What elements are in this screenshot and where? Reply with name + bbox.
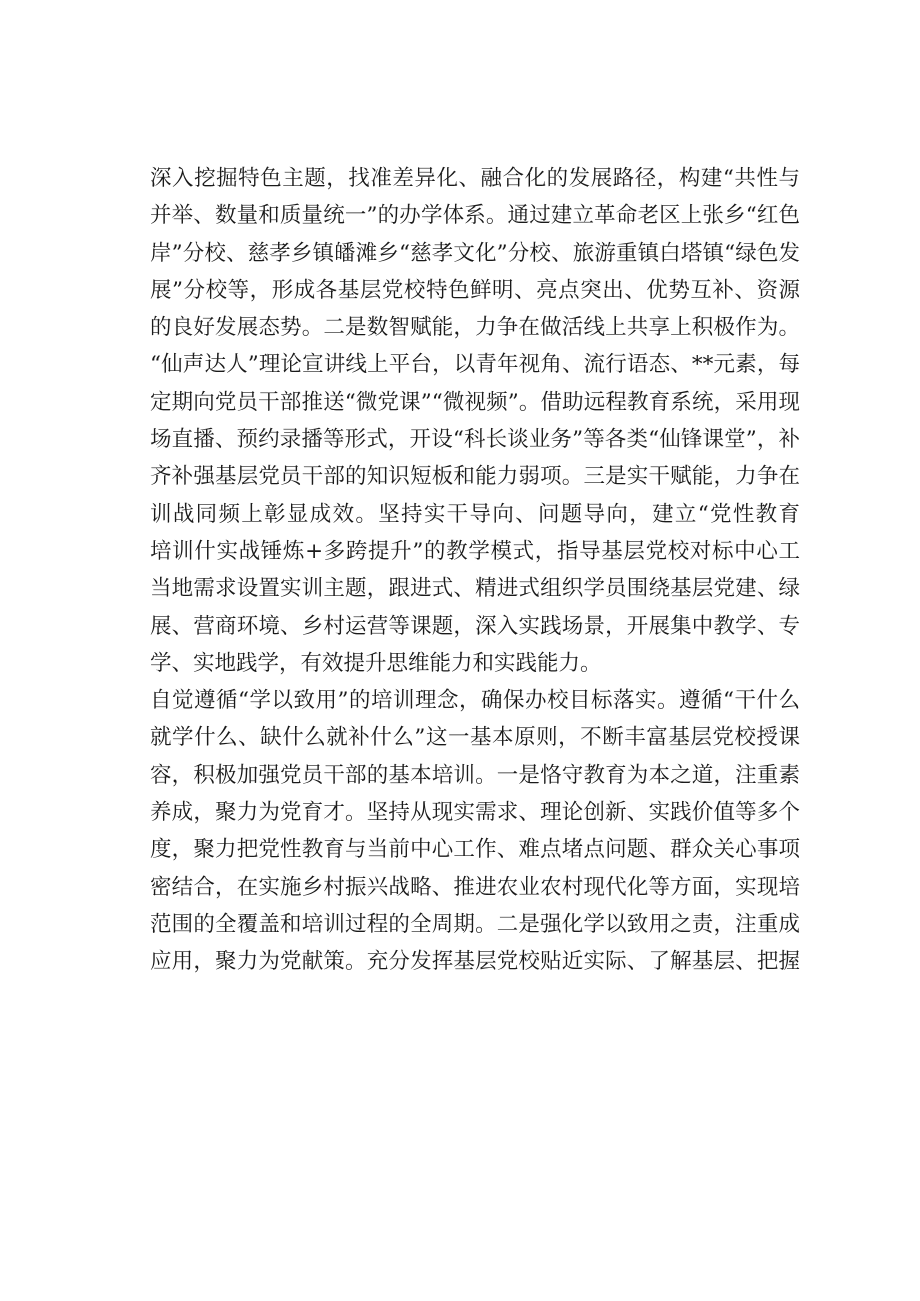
- text-line: 岸”分校、慈孝乡镇皤滩乡“慈孝文化”分校、旅游重镇白塔镇“绿色发: [150, 240, 800, 266]
- text-line: 培训什实战锤炼+多跨提升”的教学模式，指导基层党校对标中心工: [150, 538, 800, 564]
- text-line: 应用，聚力为党献策。充分发挥基层党校贴近实际、了解基层、把握: [150, 949, 800, 975]
- text-line: 深入挖掘特色主题，找准差异化、融合化的发展路径，构建“共性与: [150, 166, 800, 191]
- body-text: [150, 160, 800, 981]
- text-line: 场直播、预约录播等形式，开设“科长谈业务”等各类“仙锋课堂”，补: [150, 427, 800, 453]
- text-line: 训战同频上彰显成效。坚持实干导向、问题导向，建立“党性教育: [150, 501, 800, 527]
- text-line: 容，积极加强党员干部的基本培训。一是恪守教育为本之道，注重素: [150, 762, 800, 788]
- text-line: 展”分校等，形成各基层党校特色鲜明、亮点突出、优势互补、资源: [150, 277, 800, 303]
- text-line: 度，聚力把党性教育与当前中心工作、难点堵点问题、群众关心事项: [150, 837, 800, 863]
- text-line: “仙声达人”理论宣讲线上平台，以青年视角、流行语态、**元素，每: [150, 352, 800, 378]
- text-line: 养成，聚力为党育才。坚持从现实需求、理论创新、实践价值等多个: [150, 800, 800, 826]
- text-line: 展、营商环境、乡村运营等课题，深入实践场景，开展集中教学、专: [150, 613, 800, 639]
- text-line: 范围的全覆盖和培训过程的全周期。二是强化学以致用之责，注重成: [150, 911, 800, 937]
- text-line: 学、实地践学，有效提升思维能力和实践能力。: [150, 650, 602, 676]
- text-line: 自觉遵循“学以致用”的培训理念，确保办校目标落实。遵循“干什么: [150, 688, 800, 714]
- paragraph: [150, 160, 800, 682]
- text-line: 密结合，在实施乡村振兴战略、推进农业农村现代化等方面，实现培: [150, 874, 800, 900]
- text-line: 定期向党员干部推送“微党课”“微视频”。借助远程教育系统，采用现: [150, 389, 800, 415]
- text-line: 就学什么、缺什么就补什么”这一基本原则，不断丰富基层党校授课: [150, 725, 800, 751]
- text-line: 当地需求设置实训主题，跟进式、精进式组织学员围绕基层党建、绿: [150, 576, 800, 602]
- text-line: 齐补强基层党员干部的知识短板和能力弱项。三是实干赋能，力争在: [150, 464, 800, 490]
- text-line: 的良好发展态势。二是数智赋能，力争在做活线上共享上积极作为。: [150, 315, 800, 341]
- paragraph: [150, 682, 800, 980]
- text-line: 并举、数量和质量统一”的办学体系。通过建立革命老区上张乡“红色: [150, 203, 800, 229]
